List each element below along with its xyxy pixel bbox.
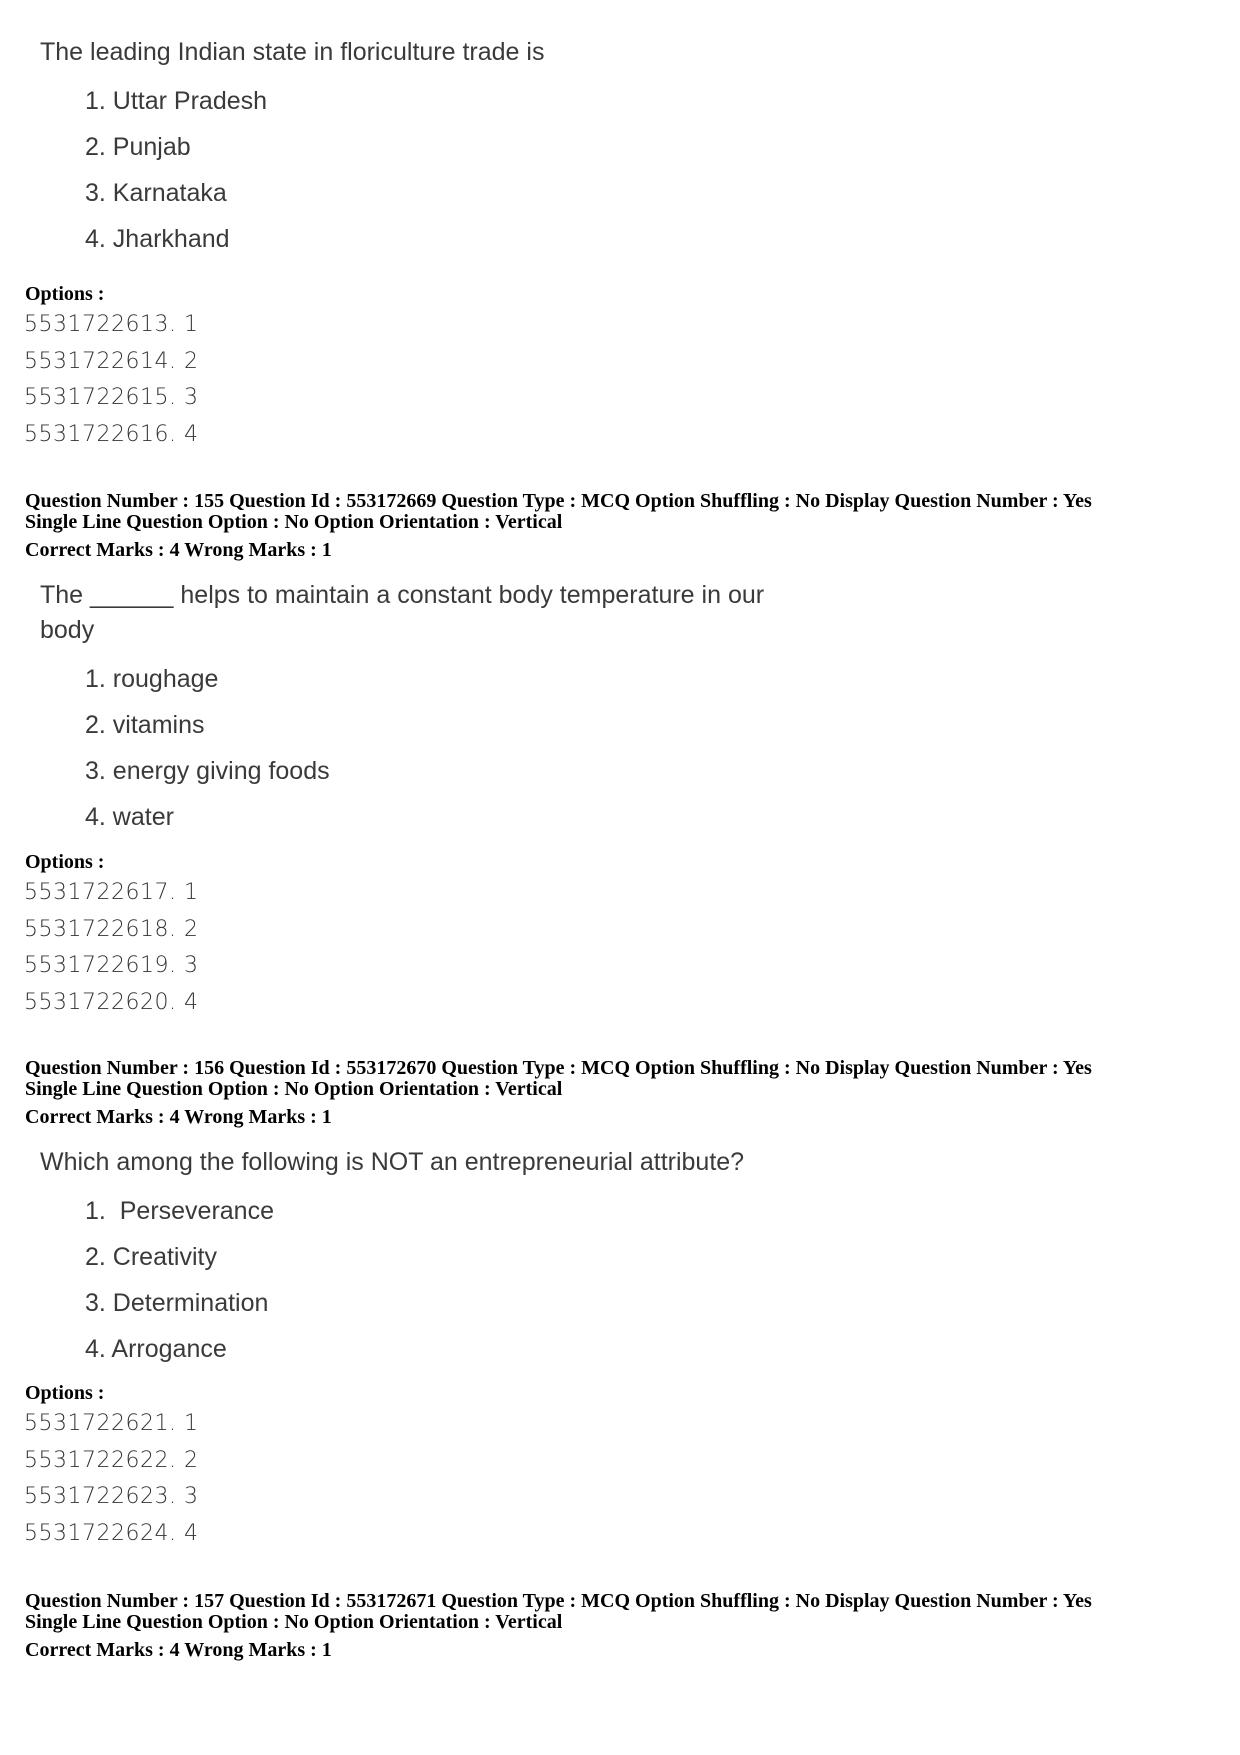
option-id: 5531722623. 3 [24,1484,199,1509]
meta-line: Single Line Question Option : No Option Orientation : Vertical [25,1078,563,1100]
option-id: 5531722619. 3 [24,953,199,978]
marks-line: Correct Marks : 4 Wrong Marks : 1 [25,1639,332,1661]
option-id: 5531722622. 2 [24,1447,199,1473]
choice-item: 3. energy giving foods [85,757,330,785]
question-text-line: The ______ helps to maintain a constant body temperature in our [40,581,765,609]
question-image-156 [40,1145,744,1372]
question-text: The leading Indian state in floriculture trade is [40,38,545,66]
option-id: 5531722617. 1 [24,880,199,905]
option-id-list [24,875,198,1021]
question-text-line: body [40,616,95,644]
choice-item: 3. Karnataka [85,179,227,207]
marks-line: Correct Marks : 4 Wrong Marks : 1 [25,539,332,561]
options-label: Options : [25,851,105,873]
choice-item: 2. vitamins [85,711,205,739]
meta-line: Question Number : 157 Question Id : 553172671 Question Type : MCQ Option Shuffling : No Display Question Number : Yes [25,1590,1092,1612]
choice-item: 2. Punjab [85,133,191,161]
marks-line: Correct Marks : 4 Wrong Marks : 1 [25,1106,332,1128]
choice-item: 4. Arrogance [85,1335,227,1363]
meta-line: Question Number : 156 Question Id : 553172670 Question Type : MCQ Option Shuffling : No Display Question Number : Yes [25,1057,1092,1079]
option-id: 5531722621. 1 [24,1411,199,1436]
question-meta-157 [25,1591,1092,1661]
meta-line: Question Number : 155 Question Id : 553172669 Question Type : MCQ Option Shuffling : No Display Question Number : Yes [25,490,1092,512]
question-image-154 [40,35,544,262]
option-id-list [24,1406,198,1552]
option-id: 5531722618. 2 [24,916,199,942]
meta-line: Single Line Question Option : No Option Orientation : Vertical [25,1611,563,1633]
option-id: 5531722615. 3 [24,385,199,410]
question-choices [40,78,544,262]
choice-item: 4. water [85,803,174,831]
option-id: 5531722616. 4 [24,421,199,447]
option-id: 5531722614. 2 [24,348,199,374]
choice-item: 1. roughage [85,665,219,693]
choice-item: 4. Jharkhand [85,225,230,253]
question-choices [40,656,764,840]
choice-item: 1. Perseverance [85,1197,274,1225]
options-label: Options : [25,283,105,305]
option-id: 5531722613. 1 [24,312,199,337]
question-choices [40,1188,744,1372]
question-meta-155 [25,491,1092,561]
option-id: 5531722620. 4 [24,989,199,1015]
question-image-155 [40,578,764,840]
options-label: Options : [25,1382,105,1404]
choice-item: 1. Uttar Pradesh [85,87,268,115]
choice-item: 2. Creativity [85,1243,217,1271]
choice-item: 3. Determination [85,1289,269,1317]
question-meta-156 [25,1058,1092,1128]
question-text: Which among the following is NOT an entrepreneurial attribute? [40,1148,745,1176]
option-id-list [24,307,198,453]
option-id: 5531722624. 4 [24,1520,199,1546]
meta-line: Single Line Question Option : No Option Orientation : Vertical [25,511,563,533]
